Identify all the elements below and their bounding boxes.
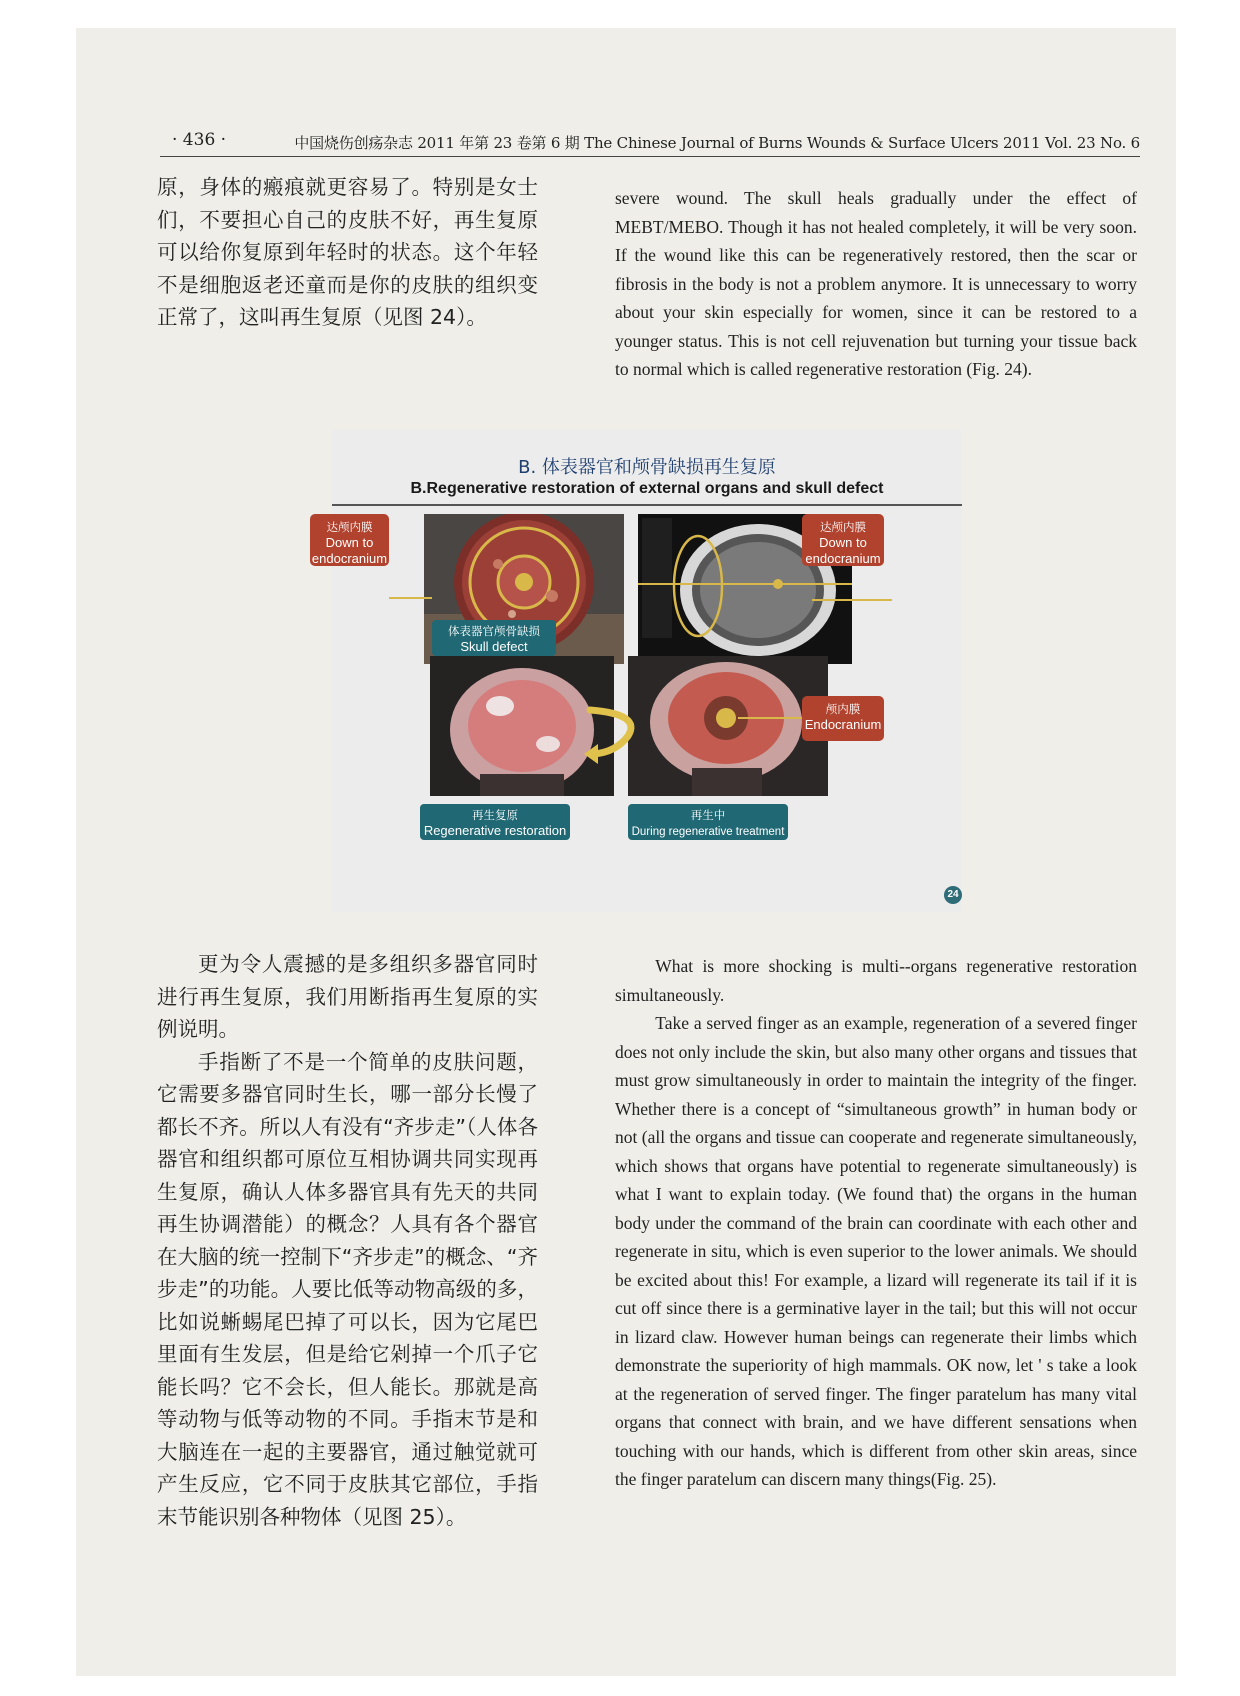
tag-text-cn: 再生复原: [472, 808, 518, 822]
tag-text-cn: 再生中: [690, 808, 726, 822]
figure-24: [311, 430, 962, 912]
paragraph: Take a served finger as an example, regeneration of a severed finger does not only include the skin, but also many other organs and tissues that must grow simultaneously in order to maintain the integrity of the finger. Whether there is a concept of “simultaneous growth” in human body or not (all the organs and tissue can cooperate and regenerate simultaneously, which shows that organs have potential to regenerate simultaneously) is what I want to explain today. (We found that) the organs in the human body under the command of the brain can coordinate with each other and regenerate in situ, which is even superior to the lower animals. We should be excited about this! For example, a lizard will regenerate its tail if it is cut off since there is a germinative layer in the tail; but this will not occur in lizard claw. However human beings can regenerate their limbs which demonstrate the superiority of high mammals. OK now, let ' s take a look at the regeneration of served finger. The finger paratelum has many vital organs that connect with brain, and we have different sensations when touching with our hands, which is different from other skin areas, since the finger paratelum can discern many things(Fig. 25).: [615, 1013, 1137, 1489]
tag-text-cn: 达颅内膜: [820, 520, 866, 534]
tag-text-cn: 颅内膜: [825, 702, 861, 716]
paragraph: 手指断了不是一个简单的皮肤问题，它需要多器官同时生长，哪一部分长慢了都长不齐。所以人有没有“齐步走”（人体各器官和组织都可原位互相协调共同实现再生复原，确认人体多器官具有先天的共同再生协调潜能）的概念？人具有各个器官在大脑的统一控制下“齐步走”的概念、“齐步走”的功能。人要比低等动物高级的多，比如说蜥蜴尾巴掉了可以长，因为它尾巴里面有生发层，但是给它剁掉一个爪子它能长吗？它不会长，但人能长。那就是高等动物与低等动物的不同。手指末节是和大脑连在一起的主要器官，通过触觉就可产生反应，它不同于皮肤其它部位，手指末节能识别各种物体（见图 25）。: [157, 1049, 538, 1529]
figure-number-badge: 24: [944, 886, 962, 904]
running-header: [160, 128, 1140, 157]
tag-text-en: During regenerative treatment: [631, 826, 785, 838]
page-number: · 436 ·: [172, 130, 227, 150]
bottom-right-english-text: [615, 952, 1137, 1494]
tag-regenerative-restoration: [420, 804, 570, 840]
running-title: 中国烧伤创疡杂志 2011 年第 23 卷第 6 期 The Chinese Journal of Burns Wounds & Surface Ulcers 2011 Vol. 23 No. 6: [294, 134, 1140, 152]
tag-text-en: Down to: [819, 535, 867, 550]
tag-text-en: Regenerative restoration: [423, 823, 567, 838]
figure-title-en: B.Regenerative restoration of external organs and skull defect: [410, 480, 884, 497]
tag-text-cn: 体表器官颅骨缺损: [448, 624, 540, 638]
paragraph: 更为令人震撼的是多组织多器官同时进行再生复原，我们用断指再生复原的实例说明。: [157, 952, 538, 1041]
top-left-chinese-paragraph: [157, 171, 538, 334]
top-right-english-paragraph: [615, 184, 1137, 384]
tag-text-en: endocranium: [805, 551, 881, 566]
tag-down-to-endocranium-right: [802, 514, 884, 566]
tag-text-cn: 达颅内膜: [326, 520, 373, 534]
paragraph: 原，身体的瘢痕就更容易了。特别是女士们，不要担心自己的皮肤不好，再生复原可以给你复原到年轻时的状态。这个年轻不是细胞返老还童而是你的皮肤的组织变正常了，这叫再生复原（见图 24）。: [157, 175, 538, 329]
figure-title-rule: [332, 504, 962, 506]
tag-during-treatment: [628, 804, 788, 840]
tag-text-en: Down to: [325, 535, 374, 550]
tag-text-en: endocranium: [311, 551, 388, 566]
figure-title-cn: B. 体表器官和颅骨缺损再生复原: [518, 457, 776, 478]
tag-down-to-endocranium-left: [310, 514, 389, 566]
tag-text-en: Endocranium: [804, 717, 882, 732]
bottom-left-chinese-text: [157, 948, 538, 1533]
paragraph: What is more shocking is multi--organs regenerative restoration simultaneously.: [615, 956, 1137, 1005]
tag-skull-defect: [432, 620, 556, 656]
paragraph: severe wound. The skull heals gradually under the effect of MEBT/MEBO. Though it has not healed completely, it will be very soon. If the wound like this can be regeneratively restored, then the scar or fibrosis in the body is not a problem anymore. It is unnecessary to worry about your skin especially for women, since it can be restored to a younger status. This is not cell rejuvenation but turning your tissue back to normal which is called regenerative restoration (Fig. 24).: [615, 188, 1137, 379]
tag-text-en: Skull defect: [460, 639, 528, 654]
tag-endocranium: [802, 696, 884, 741]
